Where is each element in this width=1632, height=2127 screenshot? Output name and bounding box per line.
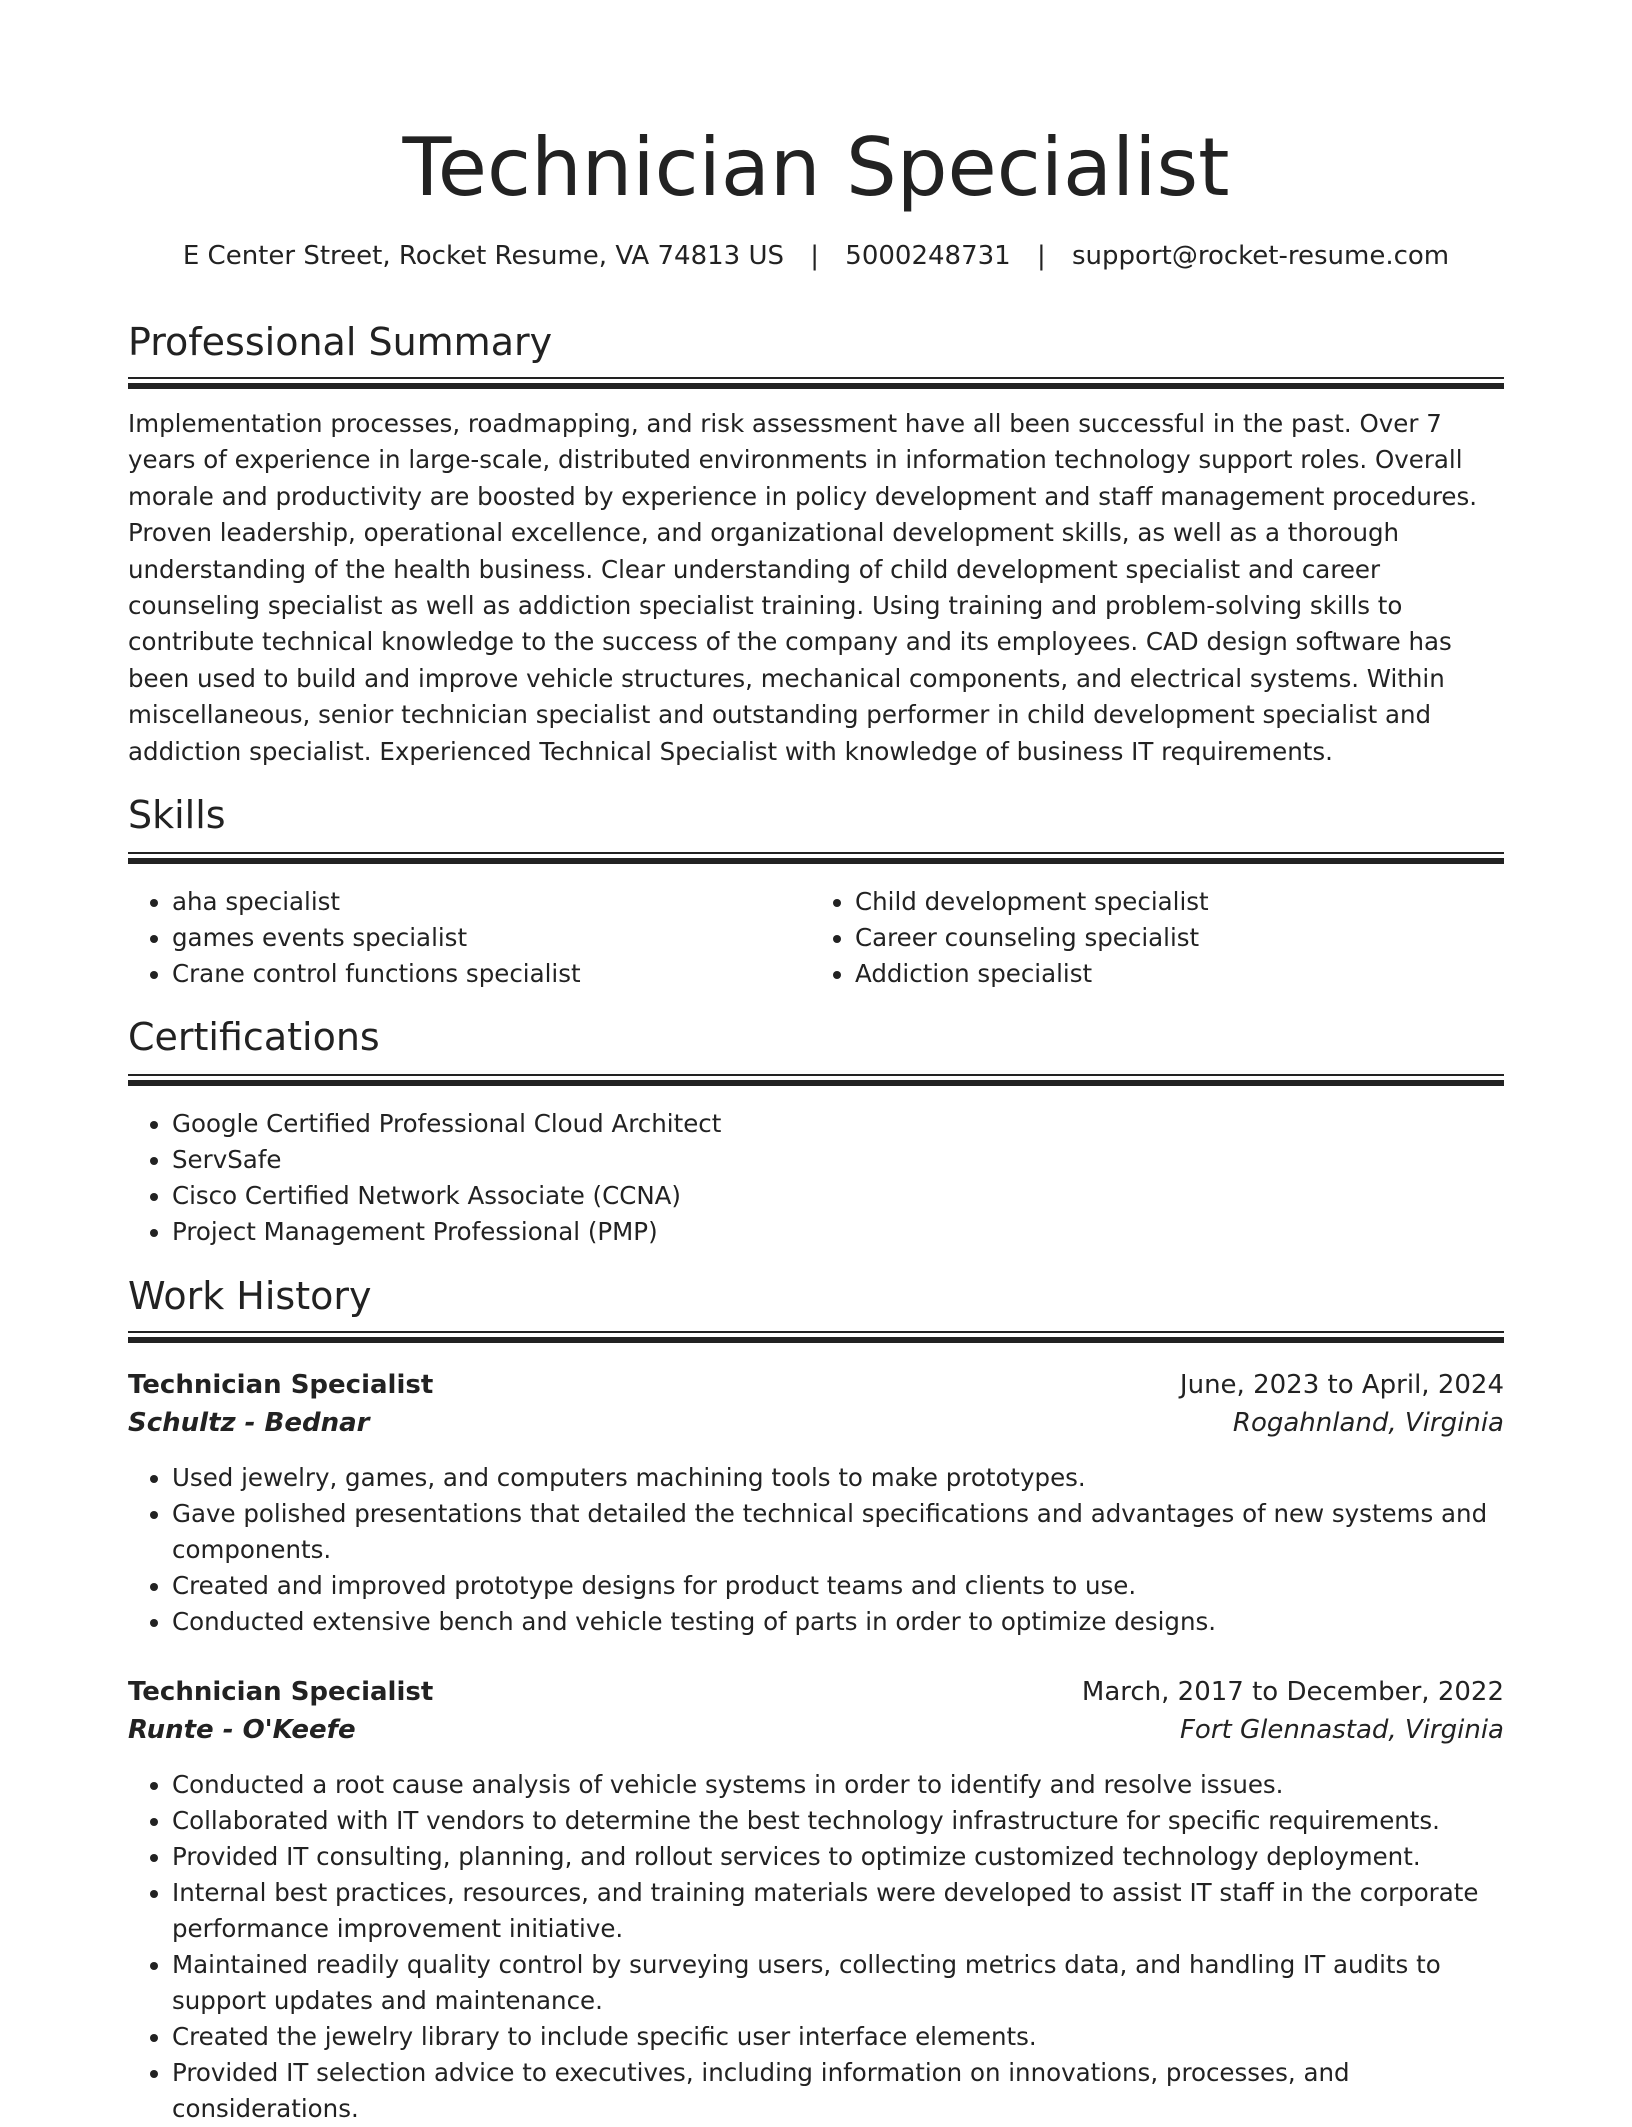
list-item: • Career counseling specialist — [855, 920, 1504, 956]
certifications-heading: Certifications — [128, 1015, 380, 1059]
skills-list — [128, 884, 1504, 992]
resume-name: Technician Specialist — [402, 121, 1230, 214]
job-dates: March, 2017 to December, 2022 — [1081, 1677, 1504, 1707]
certifications-list — [128, 1106, 1504, 1250]
list-item: • games events specialist — [172, 920, 821, 956]
contact-separator: | — [810, 241, 820, 271]
list-item: • Conducted extensive bench and vehicle testing of parts in order to optimize designs. — [172, 1604, 1504, 1640]
work-history-heading: Work History — [128, 1274, 372, 1318]
job-header — [128, 1673, 1504, 1753]
list-item: • aha specialist — [172, 884, 821, 920]
skills-divider — [128, 852, 1504, 864]
list-item: • Addiction specialist — [855, 956, 1504, 992]
list-item: • ServSafe — [172, 1142, 1504, 1178]
job-bullets — [128, 1460, 1504, 1640]
list-item: • Created the jewelry library to include specific user interface elements. — [172, 2019, 1504, 2055]
list-item: • Collaborated with IT vendors to determine the best technology infrastructure for specific requirements. — [172, 1803, 1504, 1839]
job-header — [128, 1366, 1504, 1446]
list-item: • Gave polished presentations that detailed the technical specifications and advantages of new systems and components. — [172, 1496, 1504, 1568]
certifications-divider — [128, 1074, 1504, 1086]
job-title: Technician Specialist — [128, 1370, 434, 1400]
contact-phone: 5000248731 — [845, 241, 1011, 271]
skills-heading: Skills — [128, 793, 226, 837]
contact-email: support@rocket-resume.com — [1072, 241, 1450, 271]
job-bullets — [128, 1767, 1504, 2127]
list-item: • Child development specialist — [855, 884, 1504, 920]
list-item: • Google Certified Professional Cloud Architect — [172, 1106, 1504, 1142]
summary-heading: Professional Summary — [128, 320, 553, 364]
list-item: • Used jewelry, games, and computers machining tools to make prototypes. — [172, 1460, 1504, 1496]
job-title: Technician Specialist — [128, 1677, 434, 1707]
job-company: Schultz - Bednar — [128, 1408, 370, 1438]
summary-divider — [128, 377, 1504, 389]
list-item: • Created and improved prototype designs for product teams and clients to use. — [172, 1568, 1504, 1604]
contact-line — [128, 238, 1504, 274]
list-item: • Project Management Professional (PMP) — [172, 1214, 1504, 1250]
work-history-divider — [128, 1331, 1504, 1343]
list-item: • Cisco Certified Network Associate (CCNA) — [172, 1178, 1504, 1214]
list-item: • Crane control functions specialist — [172, 956, 821, 992]
list-item: • Provided IT selection advice to executives, including information on innovations, processes, and considerations. — [172, 2055, 1504, 2127]
contact-separator: | — [1036, 241, 1046, 271]
contact-address: E Center Street, Rocket Resume, VA 74813 US — [182, 241, 784, 271]
list-item: • Provided IT consulting, planning, and rollout services to optimize customized technology deployment. — [172, 1839, 1504, 1875]
list-item: • Maintained readily quality control by surveying users, collecting metrics data, and handling IT audits to support updates and maintenance. — [172, 1947, 1504, 2019]
list-item: • Conducted a root cause analysis of vehicle systems in order to identify and resolve issues. — [172, 1767, 1504, 1803]
list-item: • Internal best practices, resources, and training materials were developed to assist IT staff in the corporate performance improvement initiative. — [172, 1875, 1504, 1947]
summary-text: Implementation processes, roadmapping, and risk assessment have all been successful in the past. Over 7 years of experience in large-scale, distributed environments in information technology support roles. Overall morale and productivity are boosted by experience in policy development and staff management procedures. Proven leadership, operational excellence, and organizational development skills, as well as a thorough understanding of the health business. Clear understanding of child development specialist and career counseling specialist as well as addiction specialist training. Using training and problem-solving skills to contribute technical knowledge to the success of the company and its employees. CAD design software has been used to build and improve vehicle structures, mechanical components, and electrical systems. Within miscellaneous, senior technician specialist and outstanding performer in child development specialist and addiction specialist. Experienced Technical Specialist with knowledge of business IT requirements. — [128, 409, 1478, 766]
job-company: Runte - O'Keefe — [128, 1715, 356, 1745]
job-dates: June, 2023 to April, 2024 — [1179, 1370, 1504, 1400]
job-location: Fort Glennastad, Virginia — [1179, 1715, 1504, 1745]
job-location: Rogahnland, Virginia — [1232, 1408, 1504, 1438]
